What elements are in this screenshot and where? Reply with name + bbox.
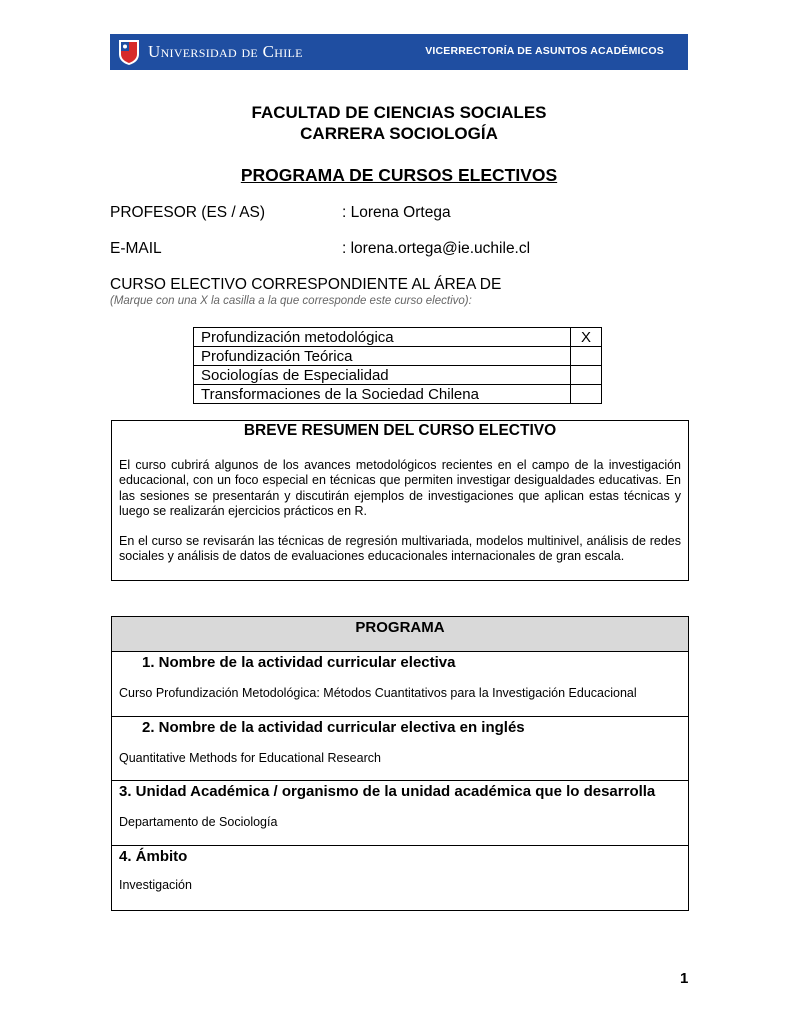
section-title: 1. Nombre de la actividad curricular electiva <box>142 654 456 671</box>
email-label: E-MAIL <box>110 240 162 257</box>
section-title: 3. Unidad Académica / organismo de la unidad académica que lo desarrolla <box>119 783 656 800</box>
page-number: 1 <box>680 970 689 987</box>
programa-section <box>112 846 688 909</box>
area-options-table <box>193 327 602 404</box>
section-body: Investigación <box>119 878 192 892</box>
area-option-row <box>194 385 602 404</box>
programa-section <box>112 781 688 846</box>
summary-paragraph: El curso cubrirá algunos de los avances metodológicos recientes en el campo de la investigación educacional, con un foco especial en técnicas que permiten investigar desigualdades educativas. En las sesiones se presentarán y discutirán ejemplos de investigaciones que aplican estas técnicas y luego se realizarán ejercicios prácticos en R. <box>119 458 681 518</box>
area-option-label: Profundización Teórica <box>194 347 571 366</box>
section-body: Curso Profundización Metodológica: Métodos Cuantitativos para la Investigación Educacional <box>119 686 637 700</box>
area-option-checkbox[interactable] <box>571 347 602 366</box>
area-option-row <box>194 328 602 347</box>
summary-box <box>111 420 689 581</box>
area-option-checkbox[interactable] <box>571 385 602 404</box>
university-crest-icon <box>117 38 141 66</box>
area-option-checkbox[interactable] <box>571 366 602 385</box>
programa-header: PROGRAMA <box>112 617 688 652</box>
area-option-row <box>194 366 602 385</box>
profesor-label: PROFESOR (ES / AS) <box>110 204 266 221</box>
area-option-checkbox[interactable]: X <box>571 328 602 347</box>
section-body: Departamento de Sociología <box>119 815 278 829</box>
summary-paragraph: En el curso se revisarán las técnicas de regresión multivariada, modelos multinivel, análisis de redes sociales y análisis de datos de evaluaciones educacionales internacionales de gran escala. <box>119 534 681 564</box>
university-name: Universidad de Chile <box>148 42 303 61</box>
career-title: CARRERA SOCIOLOGÍA <box>300 124 498 143</box>
area-option-row <box>194 347 602 366</box>
programa-section <box>112 717 688 781</box>
area-option-label: Profundización metodológica <box>194 328 571 347</box>
section-title: 4. Ámbito <box>119 848 188 865</box>
area-note: (Marque con una X la casilla a la que corresponde este curso electivo): <box>110 295 472 307</box>
email-value[interactable]: : lorena.ortega@ie.uchile.cl <box>342 240 531 257</box>
area-option-label: Sociologías de Especialidad <box>194 366 571 385</box>
faculty-title: FACULTAD DE CIENCIAS SOCIALES <box>251 103 547 122</box>
section-body: Quantitative Methods for Educational Research <box>119 751 381 765</box>
header-banner <box>110 34 688 70</box>
summary-title: BREVE RESUMEN DEL CURSO ELECTIVO <box>243 422 557 439</box>
area-title: CURSO ELECTIVO CORRESPONDIENTE AL ÁREA DE <box>110 276 502 293</box>
area-option-label: Transformaciones de la Sociedad Chilena <box>194 385 571 404</box>
programa-table <box>111 616 689 911</box>
program-title: PROGRAMA DE CURSOS ELECTIVOS <box>240 165 558 185</box>
profesor-value: : Lorena Ortega <box>342 204 451 221</box>
section-title: 2. Nombre de la actividad curricular electiva en inglés <box>142 719 525 736</box>
vicerrectoria-label: VICERRECTORÍA DE ASUNTOS ACADÉMICOS <box>425 45 664 57</box>
programa-section <box>112 652 688 717</box>
